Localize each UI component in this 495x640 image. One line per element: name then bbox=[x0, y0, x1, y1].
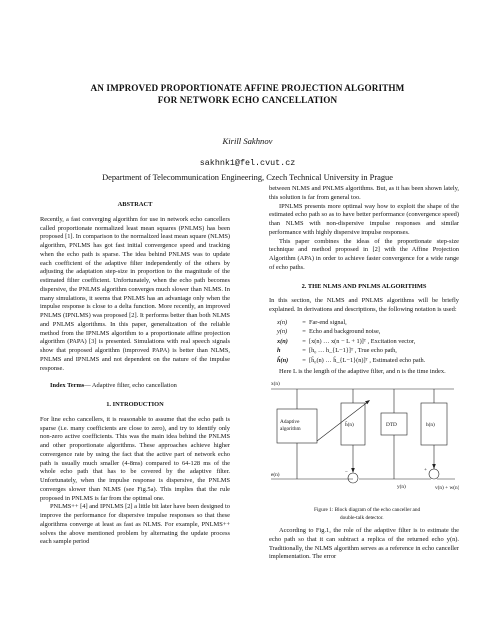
index-terms bbox=[40, 382, 230, 391]
title-line-2: FOR NETWORK ECHO CANCELLATION bbox=[157, 95, 338, 105]
notation-symbol: ĥ(n) bbox=[277, 356, 289, 364]
notation-row: ĥ(n) = [ĥ₀(n) … ĥ_{L−1}(n)]ᵀ , Estimated echo path. bbox=[277, 356, 459, 366]
author-name: Kirill Sakhnov bbox=[222, 136, 273, 146]
section2-heading: 2. THE NLMS AND PNLMS ALGORITHMS bbox=[301, 282, 427, 290]
title-line-1: AN IMPROVED PROPORTIONATE AFFINE PROJECTION ALGORITHM bbox=[90, 83, 405, 93]
notation-row: x(n) = [x(n) … x(n − L + 1)]ᵀ , Excitation vector, bbox=[277, 337, 459, 347]
notation-symbol: x(n) bbox=[277, 318, 288, 326]
index-terms-text: — Adaptive filter, echo cancellation bbox=[84, 382, 177, 390]
author-affiliation: Department of Telecommunication Engineering, Czech Technical University in Prague bbox=[102, 173, 393, 182]
block-diagram-svg bbox=[269, 379, 459, 527]
figure-caption-line-2: double-talk detector. bbox=[340, 515, 384, 521]
right-paragraph-1: between NLMS and PNLMS algorithms. But, as it has been shown lately, this solution is far from general too. bbox=[269, 185, 459, 201]
right-column bbox=[269, 185, 459, 562]
notation-symbol: x(n) bbox=[277, 337, 288, 345]
right-paragraph-6: According to Fig.1, the role of the adaptive filter is to estimate the echo path so that it can subtract a replica of the returned echo y(n). Traditionally, the NLMS algorithm serves as a reference in echo canceller implementation. The error bbox=[269, 527, 459, 561]
figure-1-block-diagram bbox=[269, 379, 459, 527]
notation-row: x(n) = Far-end signal, bbox=[277, 318, 459, 328]
fig-label-out: v(n) + w(n) bbox=[435, 485, 459, 491]
echo-summing-junction bbox=[429, 469, 439, 479]
fig-label-adaptive-2: algorithm bbox=[280, 426, 301, 432]
fig-label-h: h(n) bbox=[426, 422, 435, 428]
notation-symbol: h bbox=[277, 347, 281, 355]
intro-paragraph-1: For line echo cancellers, it is reasonable to assume that the echo path is sparse (i.e. many coefficients are close to zero), and try to identify only non-zero active coefficients. This was the main idea behind the PNLMS and other proportionate algorithms. These approaches achieve higher convergence rate by using the fact that the active part of network echo path is usually much smaller (4-8ms) compared to 64-128 ms of the whole echo path that has to be covered by the adaptive filter. Unfortunately, when the impulse response is dispersive, the PNLMS converges slower than NLMS (see Fig.5a). This implies that the rule proposed in PNLMS is far from the optimal one. bbox=[40, 415, 230, 502]
abstract-text: Recently, a fast converging algorithm for use in network echo cancellers called proportionate normalized least mean squares (PNLMS) has been proposed [1]. In comparison to the normalized least mean square (NLMS) algorithm, PNLMS has got fast initial convergence speed and tracking when the echo path is sparse. The idea behind PNLMS was to update each coefficient of the adaptive filter independently of the others by adjusting the adaptation step-size in proportion to the magnitude of the estimated filter coefficient. Unfortunately, when the echo path becomes dispersive, the PNLMS algorithm converges much slower than NLMS. In many simulations, it seems that PNLMS has an advantage only when the impulse response is close to a delta function. More recently, an improved PNLMS (IPNLMS) was proposed [2]. It performs better than both NLMS and PNLMS algorithms. In this paper, generalization of the reliable method from the IPNLMS algorithm to a proportionate affine projection algorithm (PAPA) [3] is presented. Simulations with real speech signals show that proposed algorithm (improved PAPA) is better than NLMS, PNLMS and IPNLMS and not dependent on the nature of the impulse response. bbox=[40, 215, 230, 372]
notation-definition: Far-end signal, bbox=[309, 318, 347, 326]
right-paragraph-3: This paper combines the ideas of the proportionate step-size technique and method proposed in [2] with the Affine Projection Algorithm (APA) in order to achieve faster convergence for a wide range of echo paths. bbox=[269, 237, 459, 271]
right-paragraph-5: Here L is the length of the adaptive filter, and n is the time index. bbox=[279, 368, 446, 376]
paper-title bbox=[40, 82, 455, 106]
right-paragraph-2: IPNLMS presents more optimal way how to exploit the shape of the estimated echo path so as to have better performance (convergence speed) than NLMS with non-dispersive impulse responses and similar performance with highly dispersive impulse responses. bbox=[269, 202, 459, 236]
notation-definition: Echo and background noise, bbox=[309, 328, 381, 336]
notation-symbol: y(n) bbox=[277, 328, 288, 336]
notation-row: h = [h₀ … h_{L−1}]ᵀ , True echo path, bbox=[277, 346, 459, 356]
notation-row: y(n) = Echo and background noise, bbox=[277, 327, 459, 337]
notation-definition: [ĥ₀(n) … ĥ_{L−1}(n)]ᵀ , Estimated echo path. bbox=[309, 356, 426, 364]
author-email: sakhnk1@fel.cvut.cz bbox=[199, 158, 296, 168]
fig-label-minus: − bbox=[345, 469, 348, 475]
error-summing-junction bbox=[348, 473, 358, 483]
index-terms-label: Index Terms bbox=[50, 382, 85, 390]
fig-label-dtd: DTD bbox=[386, 422, 397, 428]
fig-label-hhat: ĥ(n) bbox=[345, 422, 354, 428]
fig-label-en: e(n) bbox=[271, 472, 280, 478]
fig-label-plus: + bbox=[424, 467, 427, 473]
left-column bbox=[40, 195, 230, 547]
notation-definition: [h₀ … h_{L−1}]ᵀ , True echo path, bbox=[309, 347, 397, 355]
abstract-heading: ABSTRACT bbox=[117, 201, 153, 208]
right-paragraph-4: In this section, the NLMS and PNLMS algorithms will be briefly explained. In derivations and descriptions, the following notation is used: bbox=[269, 297, 459, 313]
fig-label-yn: y(n) bbox=[397, 484, 406, 490]
notation-definition: [x(n) … x(n − L + 1)]ᵀ , Excitation vector, bbox=[309, 337, 416, 345]
fig-label-adaptive-1: Adaptive bbox=[280, 419, 300, 425]
notation-list bbox=[277, 318, 459, 366]
intro-paragraph-2: PNLMS++ [4] and IPNLMS [2] a little bit later have been designed to improve the performance for dispersive impulse responses so that these algorithms converge at least as fast as NLMS. For example, PNLMS++ solves the above mentioned problem by alternating the update process each sample period bbox=[40, 503, 230, 546]
intro-heading: 1. INTRODUCTION bbox=[106, 401, 164, 408]
figure-caption-line-1: Figure 1: Block diagram of the echo canceller and bbox=[314, 507, 421, 513]
fig-label-xn: x(n) bbox=[271, 381, 280, 387]
